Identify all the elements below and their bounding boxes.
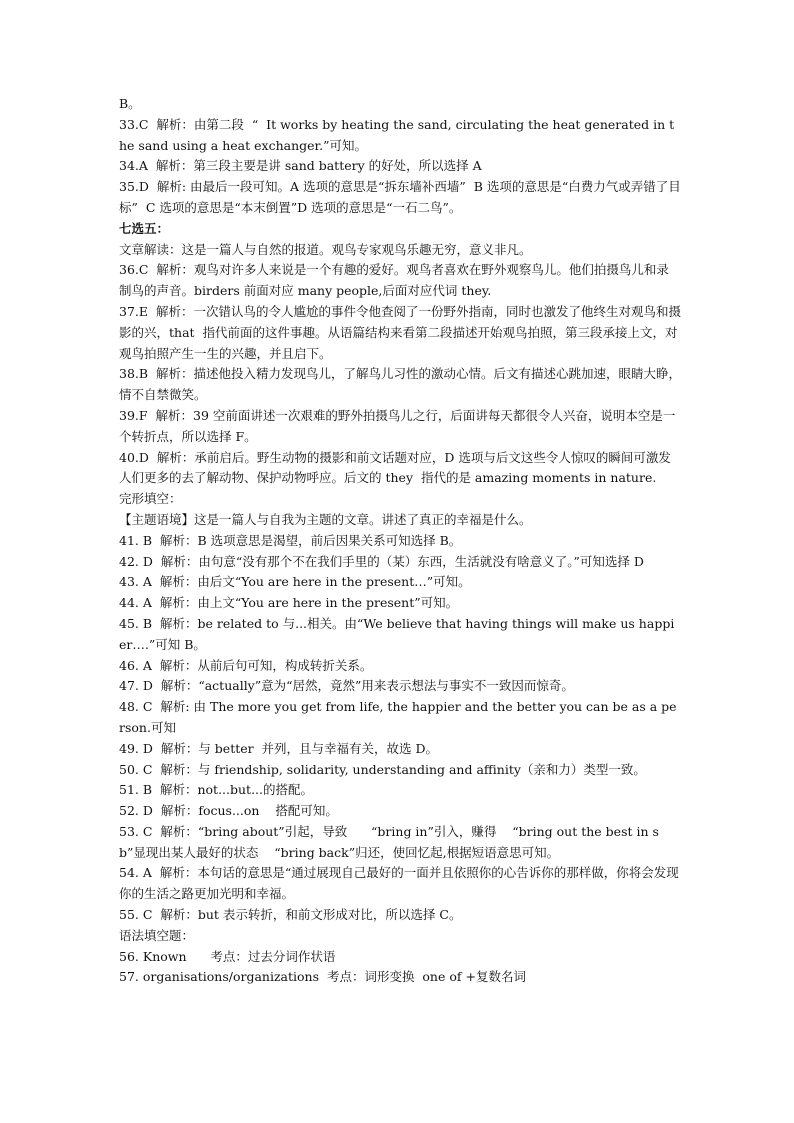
answer-key-page [119, 94, 681, 988]
answer-line: 完形填空： [119, 491, 182, 507]
answer-line: 43. A 解析：由后文“You are here in the present…”可知。 [119, 574, 471, 590]
answer-line: 50. C 解析：与 friendship, solidarity, understanding and affinity（亲和力）类型一致。 [119, 761, 646, 777]
answer-line: 49. D 解析：与 better 并列，且与幸福有关，故选 D。 [119, 740, 439, 756]
answer-line: 语法填空题： [119, 927, 195, 943]
answer-line: 45. B 解析：be related to 与...相关。由“We believe that having things will make us happier….”可知 B。 [119, 615, 675, 652]
answer-line: B。 [119, 96, 141, 111]
answer-line: 【主题语境】这是一篇人与自我为主题的文章。讲述了真正的幸福是什么。 [119, 511, 532, 527]
answer-line: 36.C 解析：观鸟对许多人来说是一个有趣的爱好。观鸟者喜欢在野外观察鸟儿。他们拍摄鸟儿和录制鸟的声音。birders 前面对应 many people,后面对应代词 they. [119, 262, 669, 299]
answer-line: 35.D 解析: 由最后一段可知。A 选项的意思是“拆东墙补西墙” B 选项的意思是“白费力气或弄错了目标” C 选项的意思是“本末倒置”D 选项的意思是“一石二鸟”。 [119, 179, 681, 215]
answer-line: 41. B 解析：B 选项意思是渴望，前后因果关系可知选择 B。 [119, 532, 462, 548]
answer-line: 文章解读：这是一篇人与自然的报道。观鸟专家观鸟乐趣无穷，意义非凡。 [119, 241, 532, 257]
answer-line: 55. C 解析：but 表示转折，和前文形成对比，所以选择 C。 [119, 907, 462, 923]
answer-line: 34.A 解析：第三段主要是讲 sand battery 的好处，所以选择 A [119, 158, 482, 174]
answer-line: 53. C 解析：“bring about”引起，导致 “bring in”引入，赚得 “bring out the best in sb”显现出某人最好的状态 “bring back”归还，使回忆起,根据短语意思可知。 [119, 823, 659, 860]
answer-line: 39.F 解析：39 空前面讲述一次艰难的野外拍摄鸟儿之行，后面讲每天都很令人兴奋，说明本空是一个转折点，所以选择 F。 [119, 407, 676, 444]
answer-line: 47. D 解析：“actually”意为“居然，竟然”用来表示想法与事实不一致因而惊奇。 [119, 678, 574, 694]
answer-line: 33.C 解析：由第二段 “ It works by heating the sand, circulating the heat generated in the sand using a heat exchanger.”可知。 [119, 116, 675, 153]
answer-line: 57. organisations/organizations 考点：词形变换 one of +复数名词 [119, 969, 526, 985]
answer-line: 38.B 解析：描述他投入精力发现鸟儿，了解鸟儿习性的激动心情。后文有描述心跳加速，眼睛大睁，情不自禁微笑。 [119, 366, 682, 403]
answer-line: 44. A 解析：由上文“You are here in the present”可知。 [119, 595, 459, 611]
answer-line: 46. A 解析：从前后句可知，构成转折关系。 [119, 657, 373, 673]
answer-line: 48. C 解析: 由 The more you get from life, the happier and the better you can be as a person.可知 [119, 699, 677, 735]
answer-line: 42. D 解析：由句意“没有那个不在我们手里的（某）东西，生活就没有啥意义了。”可知选择 D [119, 553, 644, 569]
answer-line: 56. Known 考点：过去分词作状语 [119, 948, 336, 964]
answer-line: 52. D 解析：focus...on 搭配可知。 [119, 803, 338, 819]
answer-line: 51. B 解析：not...but...的搭配。 [119, 782, 314, 798]
answer-line: 37.E 解析：一次错认鸟的令人尴尬的事件令他查阅了一份野外指南，同时也激发了他终生对观鸟和摄影的兴，that 指代前面的这件事趣。从语篇结构来看第二段描述开始观鸟拍照，第三段承接上文，对观鸟拍照产生一生的兴趣，并且启下。 [119, 303, 681, 361]
section-heading: 七选五： [119, 220, 170, 236]
answer-line: 40.D 解析：承前启后。野生动物的摄影和前文话题对应，D 选项与后文这些令人惊叹的瞬间可激发人们更多的去了解动物、保护动物呼应。后文的 they 指代的是 amazing moments in nature. [119, 449, 671, 486]
answer-line: 54. A 解析：本句话的意思是“通过展现自己最好的一面并且依照你的心告诉你的那样做，你将会发现你的生活之路更加光明和幸福。 [119, 865, 679, 902]
